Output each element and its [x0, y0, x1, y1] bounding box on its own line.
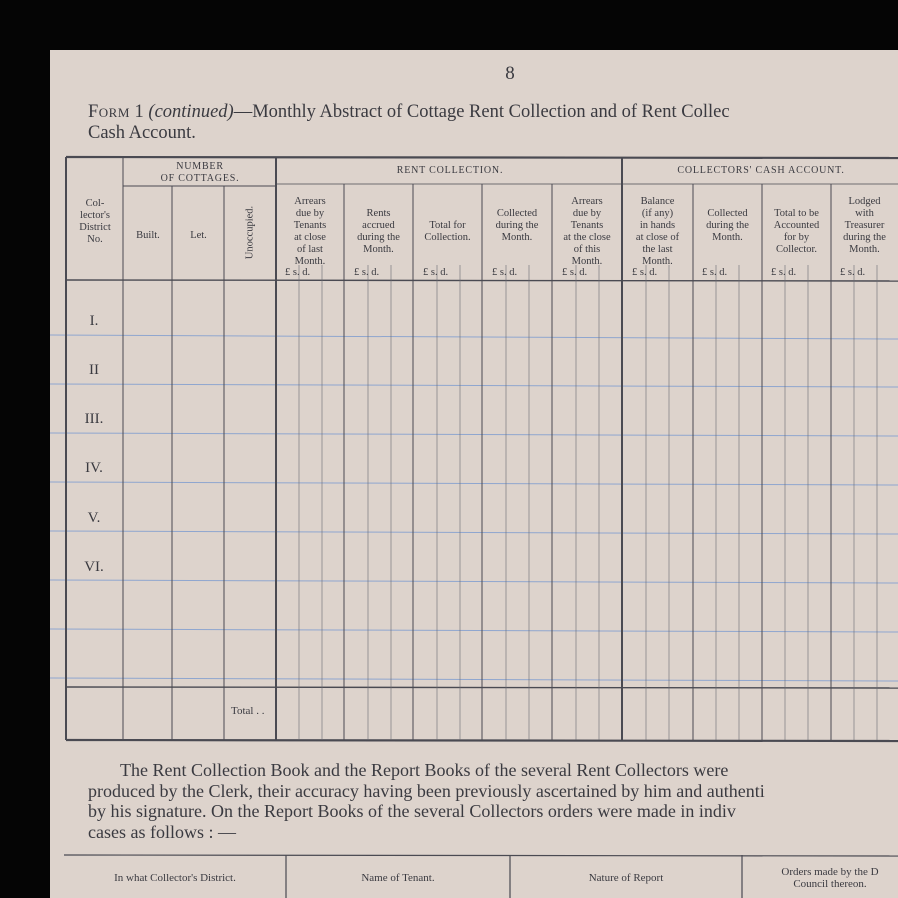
paragraph-line: cases as follows : — — [88, 821, 236, 842]
bottom-header-orders: Orders made by the D Council thereon. — [781, 866, 879, 890]
header-group-cash: COLLECTORS' CASH ACCOUNT. — [677, 165, 845, 176]
blue-ruled-lines — [50, 335, 898, 681]
paragraph-line: The Rent Collection Book and the Report Books of the several Rent Collectors were — [120, 760, 729, 780]
lsd-label: £ s. d. — [702, 267, 728, 278]
total-label: Total . . — [231, 705, 265, 717]
header-let: Let. — [190, 230, 207, 241]
lsd-label: £ s. d. — [562, 267, 588, 278]
row-label-district: I. — [89, 313, 99, 329]
paragraph-line: by his signature. On the Report Books of the several Collectors orders were made in indiv — [88, 801, 736, 821]
header-balance: Balance (if any) in hands at close of the last Month. — [635, 196, 680, 267]
header-rents-accrued: Rents accrued during the Month. — [357, 208, 400, 255]
row-label-district: III. — [84, 411, 104, 427]
header-unoccupied: Unoccupied. — [244, 205, 256, 260]
row-label-district: VI. — [84, 559, 104, 575]
bottom-header-tenant: Name of Tenant. — [361, 872, 435, 884]
bottom-header-district: In what Collector's District. — [114, 872, 236, 884]
lsd-label: £ s. d. — [285, 267, 311, 278]
heading-form: Form — [88, 102, 130, 122]
header-arrears-this: Arrears due by Tenants at the close of this Month. — [563, 196, 611, 267]
header-total-accounted: Total to be Accounted for by Collector. — [773, 208, 820, 255]
lsd-label: £ s. d. — [771, 267, 797, 278]
heading-title: —Monthly Abstract of Cottage Rent Collection and of Rent Collec — [233, 102, 730, 122]
body-paragraph — [88, 760, 898, 842]
lsd-label: £ s. d. — [632, 267, 658, 278]
lsd-label: £ s. d. — [492, 267, 518, 278]
heading-num: 1 — [129, 102, 149, 122]
row-label-district: II — [89, 362, 99, 378]
paragraph-line: produced by the Clerk, their accuracy having been previously ascertained by him and authenti — [88, 780, 765, 801]
bottom-header-report: Nature of Report — [588, 872, 664, 884]
header-group-rent: RENT COLLECTION. — [396, 165, 504, 176]
row-label-district: IV. — [85, 460, 103, 476]
header-district: Col- lector's District No. — [79, 198, 111, 245]
document-page — [50, 50, 898, 898]
header-built: Built. — [136, 230, 160, 241]
header-collected-cash: Collected during the Month. — [706, 208, 749, 243]
row-label-district: V. — [87, 510, 101, 526]
header-total-collection: Total for Collection. — [424, 220, 471, 243]
header-arrears-last: Arrears due by Tenants at close of last Month. — [293, 196, 327, 267]
heading-continued: (continued) — [148, 102, 234, 122]
lsd-label: £ s. d. — [840, 267, 866, 278]
lsd-label: £ s. d. — [354, 267, 380, 278]
page-number: 8 — [505, 63, 515, 84]
header-collected-rent: Collected during the Month. — [495, 208, 539, 243]
lsd-label: £ s. d. — [423, 267, 449, 278]
heading-line2: Cash Account. — [88, 123, 196, 143]
header-group-cottages: NUMBER OF COTTAGES. — [160, 161, 240, 184]
header-lodged: Lodged with Treasurer during the Month. — [843, 196, 886, 255]
